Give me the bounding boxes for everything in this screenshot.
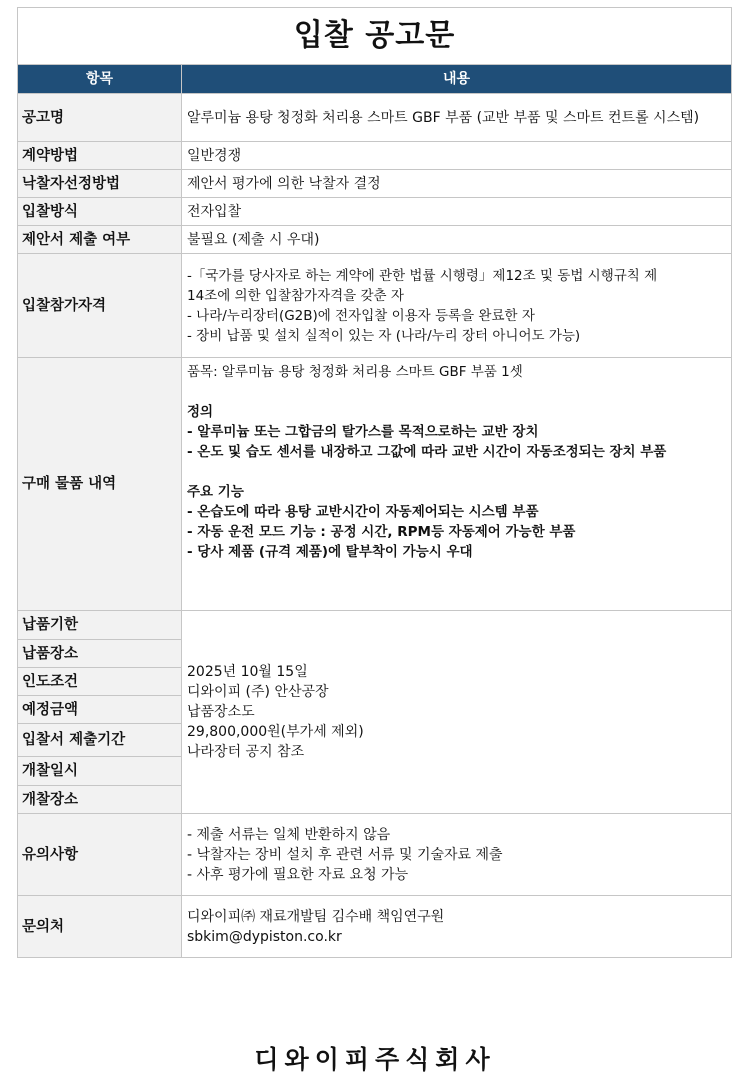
label-bid-period: 입찰서 제출기간 (18, 724, 182, 757)
delivery-line: 납품장소도 (187, 704, 255, 720)
feature-line: - 당사 제품 (규격 제품)에 탈부착이 가능시 우대 (187, 544, 473, 560)
definition-line: - 알루미늄 또는 그합금의 탈가스를 목적으로하는 교반 장치 (187, 424, 539, 440)
feature-line: - 온습도에 따라 용탕 교반시간이 자동제어되는 시스템 부품 (187, 504, 539, 520)
label-contract-method: 계약방법 (18, 142, 182, 170)
label-proposal: 제안서 제출 여부 (18, 226, 182, 254)
spacer (187, 462, 726, 482)
qualification-line: - 장비 납품 및 설치 실적이 있는 자 (나라/누리 장터 아니어도 가능) (187, 327, 581, 344)
value-proposal: 불필요 (제출 시 우대) (182, 226, 732, 254)
qualification-line: 14조에 의한 입찰참가자격을 갖춘 자 (187, 287, 404, 304)
notice-table (17, 7, 732, 958)
value-qualification (182, 254, 732, 358)
value-contact (182, 896, 732, 958)
label-notice-name: 공고명 (18, 94, 182, 142)
purchase-item: 품목: 알루미늄 용탕 청정화 처리용 스마트 GBF 부품 1셋 (187, 364, 523, 380)
value-winner-method: 제안서 평가에 의한 낙찰자 결정 (182, 170, 732, 198)
value-notice-name: 알루미늄 용탕 청정화 처리용 스마트 GBF 부품 (교반 부품 및 스마트 컨트롤 시스템) (182, 94, 732, 142)
label-estimated-price: 예정금액 (18, 696, 182, 724)
label-contact: 문의처 (18, 896, 182, 958)
contact-email: sbkim@dypiston.co.kr (187, 928, 342, 945)
label-purchase: 구매 물품 내역 (18, 358, 182, 611)
notes-line: - 사후 평가에 필요한 자료 요청 가능 (187, 866, 409, 883)
delivery-line: 나라장터 공지 참조 (187, 744, 305, 760)
contact-line: 디와이피㈜ 재료개발팀 김수배 책임연구원 (187, 908, 445, 925)
label-delivery-place: 납품장소 (18, 640, 182, 668)
header-item: 항목 (18, 65, 182, 94)
label-qualification: 입찰참가자격 (18, 254, 182, 358)
qualification-line: - 나라/누리장터(G2B)에 전자입찰 이용자 등록을 완료한 자 (187, 307, 535, 324)
label-winner-method: 낙찰자선정방법 (18, 170, 182, 198)
value-purchase (182, 358, 732, 611)
label-notes: 유의사항 (18, 814, 182, 896)
header-content: 내용 (182, 65, 732, 94)
definition-title: 정의 (187, 404, 214, 420)
spacer (187, 382, 726, 402)
value-notes (182, 814, 732, 896)
label-delivery-deadline: 납품기한 (18, 611, 182, 640)
feature-line: - 자동 운전 모드 기능 : 공정 시간, RPM등 자동제어 가능한 부품 (187, 524, 576, 540)
notes-line: - 낙찰자는 장비 설치 후 관련 서류 및 기술자료 제출 (187, 846, 503, 863)
notice-sheet (17, 7, 731, 958)
notes-line: - 제출 서류는 일체 반환하지 않음 (187, 826, 391, 843)
label-delivery-terms: 인도조건 (18, 668, 182, 696)
label-opening-date: 개찰일시 (18, 757, 182, 786)
company-name: 디와이피주식회사 (254, 1045, 496, 1074)
delivery-line: 2025년 10월 15일 (187, 664, 308, 680)
label-opening-place: 개찰장소 (18, 786, 182, 814)
label-bid-method: 입찰방식 (18, 198, 182, 226)
delivery-line: 디와이피 (주) 안산공장 (187, 684, 329, 700)
value-contract-method: 일반경쟁 (182, 142, 732, 170)
value-delivery-group (182, 611, 732, 814)
definition-line: - 온도 및 습도 센서를 내장하고 그값에 따라 교반 시간이 자동조정되는 장치 부품 (187, 444, 667, 460)
value-bid-method: 전자입찰 (182, 198, 732, 226)
page-title: 입찰 공고문 (18, 8, 732, 65)
qualification-line: -「국가를 당사자로 하는 계약에 관한 법률 시행령」제12조 및 동법 시행규칙 제 (187, 267, 658, 284)
delivery-line: 29,800,000원(부가세 제외) (187, 724, 364, 740)
features-title: 주요 기능 (187, 484, 244, 500)
